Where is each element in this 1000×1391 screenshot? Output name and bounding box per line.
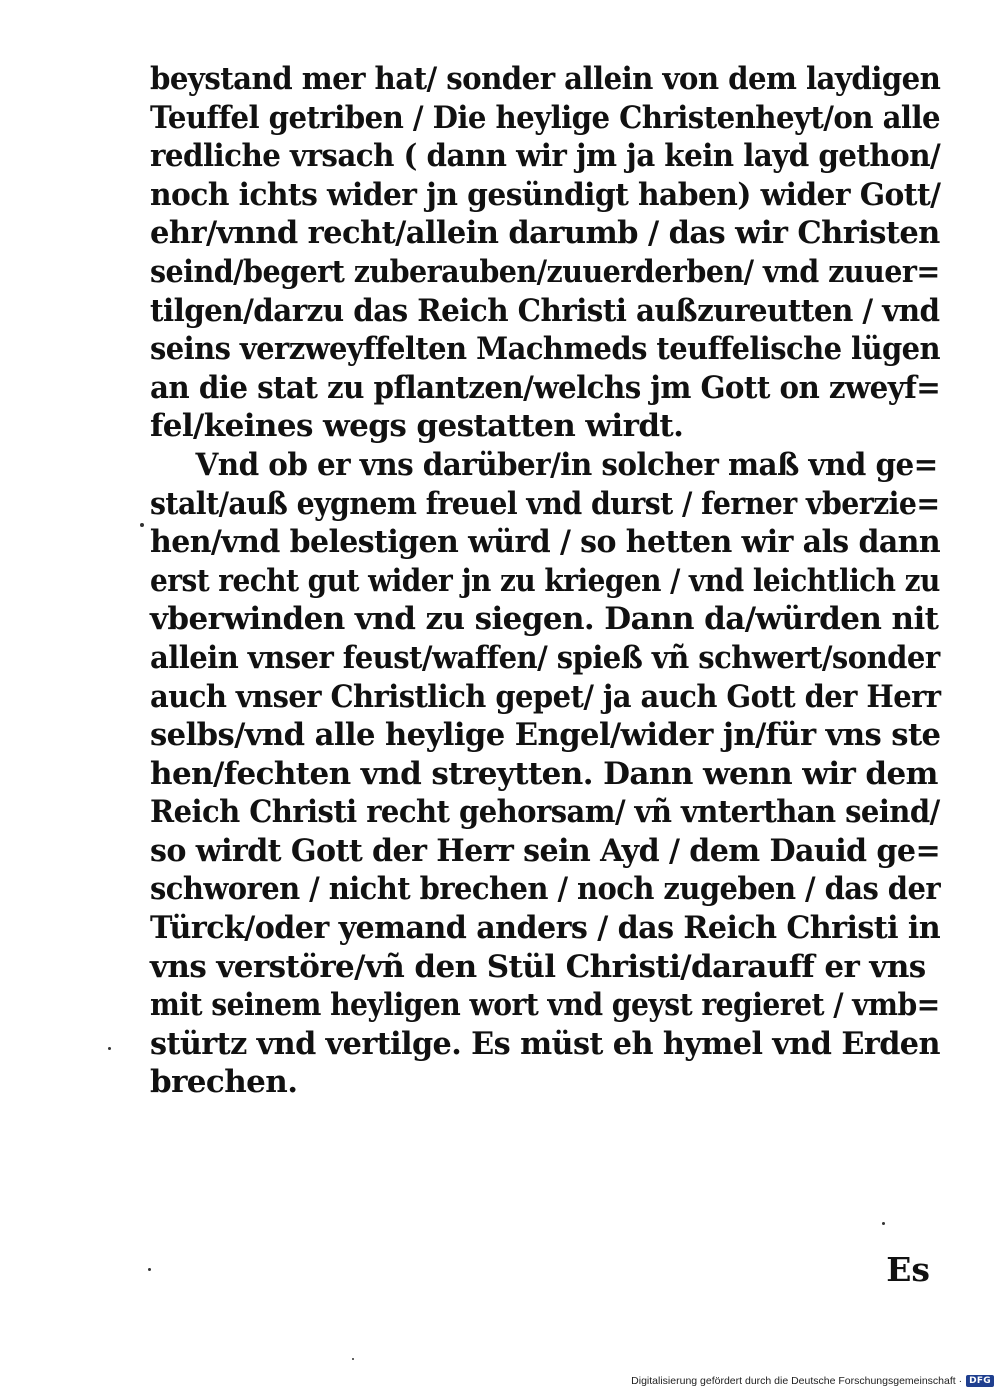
text-line: redliche vrsach ( dann wir jm ja kein layd gethon/ [150, 138, 941, 175]
text-line: Reich Christi recht gehorsam/ vñ vnterthan seind/ [150, 794, 940, 831]
text-line: vns verstöre/vñ den Stül Christi/darauff er vns [150, 948, 926, 985]
scan-speck [148, 1268, 151, 1271]
text-line: selbs/vnd alle heylige Engel/wider jn/für vns ste [150, 717, 941, 754]
scan-speck [352, 1358, 354, 1360]
text-line: Vnd ob er vns darüber/in solcher maß vnd ge= [195, 446, 938, 483]
text-line: brechen. [150, 1064, 298, 1101]
text-line: ehr/vnnd recht/allein darumb / das wir Christen [150, 215, 940, 252]
text-line: Türck/oder yemand anders / das Reich Christi in [150, 910, 941, 947]
text-line: an die stat zu pflantzen/welchs jm Gott on zweyf= [150, 369, 941, 406]
digitization-credit [631, 1375, 994, 1387]
body-text [150, 60, 940, 1102]
text-line: Teuffel getriben / Die heylige Christenheyt/on alle [150, 99, 941, 136]
text-line: so wirdt Gott der Herr sein Ayd / dem Dauid ge= [150, 832, 941, 869]
text-line: hen/vnd belestigen würd / so hetten wir als dann [150, 524, 941, 561]
text-line: schworen / nicht brechen / noch zugeben / das der [150, 871, 941, 908]
text-line: fel/keines wegs gestatten wirdt. [150, 408, 684, 445]
text-line: auch vnser Christlich gepet/ ja auch Gott der Herr [150, 678, 941, 715]
text-line: mit seinem heyligen wort vnd geyst regieret / vmb= [150, 987, 940, 1024]
scan-speck [882, 1222, 885, 1225]
text-line: noch ichts wider jn gesündigt haben) wider Gott/ [150, 176, 941, 213]
dfg-logo-icon: DFG [966, 1375, 994, 1387]
text-line: hen/fechten vnd streytten. Dann wenn wir dem [150, 755, 938, 792]
catchword: Es [886, 1250, 930, 1289]
credit-text: Digitalisierung gefördert durch die Deutsche Forschungsgemeinschaft · [631, 1375, 963, 1387]
text-line: beystand mer hat/ sonder allein von dem laydigen [150, 61, 941, 97]
scan-speck [108, 1047, 111, 1050]
text-line: allein vnser feust/waffen/ spieß vñ schwert/sonder [150, 639, 940, 676]
text-line: vberwinden vnd zu siegen. Dann da/würden nit [150, 601, 939, 638]
scan-speck [140, 523, 144, 527]
text-line: seind/begert zuberauben/zuuerderben/ vnd zuuer= [150, 253, 940, 290]
text-line: seins verzweyffelten Machmeds teuffelische lügen [150, 331, 941, 368]
text-line: stalt/auß eygnem freuel vnd durst / ferner vberzie= [150, 485, 940, 522]
text-line: tilgen/darzu das Reich Christi außzureutten / vnd [150, 292, 940, 329]
text-line: stürtz vnd vertilge. Es müst eh hymel vnd Erden [150, 1025, 940, 1062]
text-line: erst recht gut wider jn zu kriegen / vnd leichtlich zu [150, 562, 940, 599]
